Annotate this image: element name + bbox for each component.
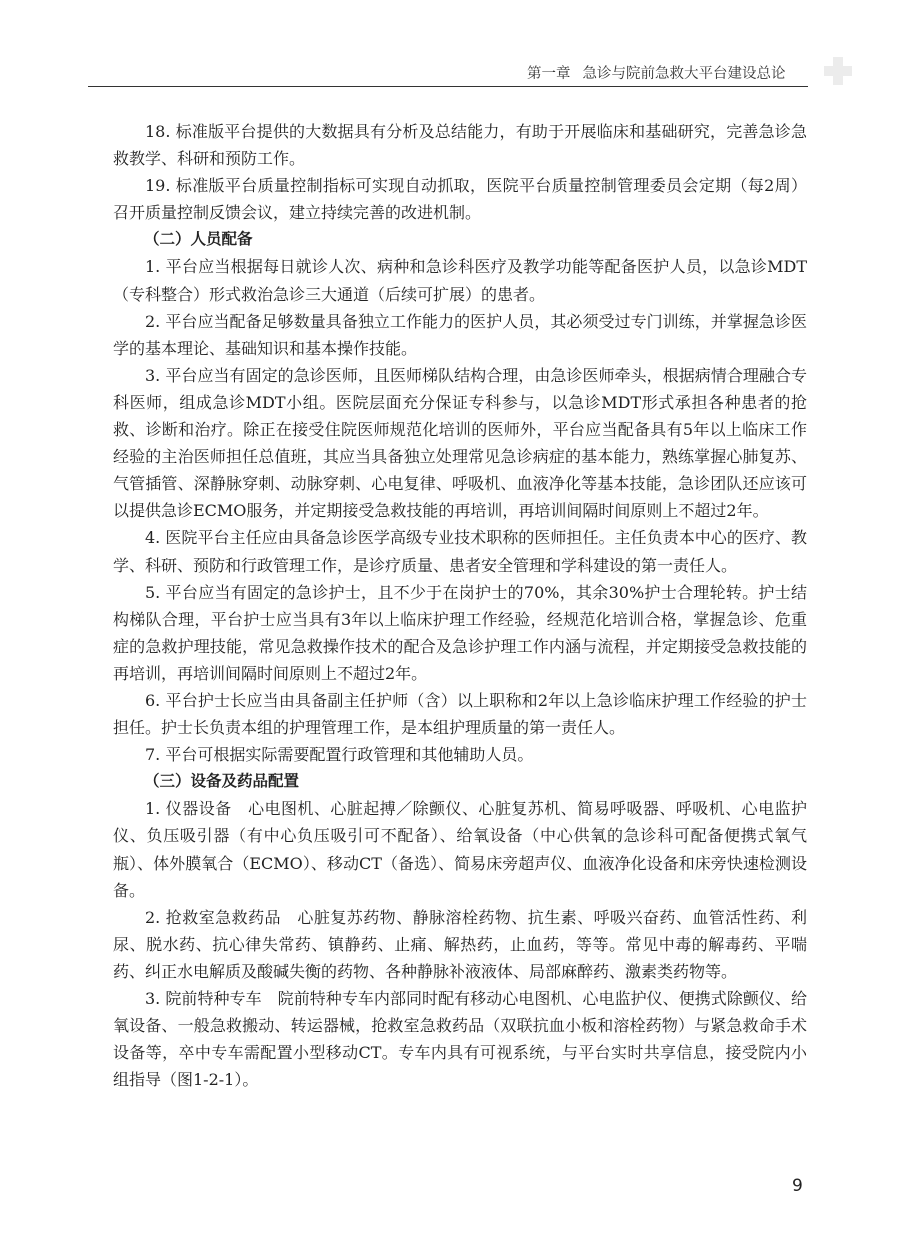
header-rule (88, 86, 808, 87)
paragraph: 7. 平台可根据实际需要配置行政管理和其他辅助人员。 (145, 745, 534, 765)
chapter-label: 第一章 (527, 66, 571, 82)
paragraph: 19. 标准版平台质量控制指标可实现自动抓取，医院平台质量控制管理委员会定期（每2周）召开质量控制反馈会议，建立持续完善的改进机制。 (113, 176, 807, 223)
paragraph: 6. 平台护士长应当由具备副主任护师（含）以上职称和2年以上急诊临床护理工作经验的护士担任。护士长负责本组的护理管理工作，是本组护理质量的第一责任人。 (113, 690, 807, 738)
paragraph: 2. 抢救室急救药品 心脏复苏药物、静脉溶栓药物、抗生素、呼吸兴奋药、血管活性药、利尿、脱水药、抗心律失常药、镇静药、止痛、解热药，止血药，等等。常见中毒的解毒药、平喘药、纠正水电解质及酸碱失衡的药物、各种静脉补液液体、局部麻醉药、激素类药物等。 (113, 907, 807, 981)
section-heading: （二）人员配备 (144, 230, 253, 249)
section-heading: （三）设备及药品配置 (144, 772, 300, 791)
paragraph: 3. 院前特种专车 院前特种专车内部同时配有移动心电图机、心电监护仪、便携式除颤仪、给氧设备、一般急救搬动、转运器械，抢救室急救药品（双联抗血小板和溶栓药物）与紧急救命手术设备等，卒中专车需配置小型移动CT。专车内具有可视系统，与平台实时共享信息，接受院内小组指导（图1-2-1）。 (113, 989, 807, 1090)
paragraph: 1. 仪器设备 心电图机、心脏起搏／除颤仪、心脏复苏机、简易呼吸器、呼吸机、心电监护仪、负压吸引器（有中心负压吸引可不配备）、给氧设备（中心供氧的急诊科可配备便携式氧气瓶）、体外膜氧合（ECMO）、移动CT（备选）、简易床旁超声仪、血液净化设备和床旁快速检测设备。 (113, 799, 807, 900)
medical-cross-icon (818, 52, 858, 92)
body-text (113, 118, 807, 1093)
paragraph: 1. 平台应当根据每日就诊人次、病种和急诊科医疗及教学功能等配备医护人员，以急诊MDT（专科整合）形式救治急诊三大通道（后续可扩展）的患者。 (113, 257, 807, 304)
paragraph: 18. 标准版平台提供的大数据具有分析及总结能力，有助于开展临床和基础研究，完善急诊急救教学、科研和预防工作。 (113, 122, 807, 169)
paragraph: 5. 平台应当有固定的急诊护士，且不少于在岗护士的70%，其余30%护士合理轮转。护士结构梯队合理，平台护士应当具有3年以上临床护理工作经验，经规范化培训合格，掌握急诊、危重症的急救护理技能，常见急救操作技术的配合及急诊护理工作内涵与流程，并定期接受急救技能的再培训，再培训间隔时间原则上不超过2年。 (113, 582, 807, 683)
chapter-title: 急诊与院前急救大平台建设总论 (582, 66, 786, 82)
running-header (0, 0, 900, 86)
header-text (527, 62, 786, 83)
paragraph: 2. 平台应当配备足够数量具备独立工作能力的医护人员，其必须受过专门训练，并掌握急诊医学的基本理论、基础知识和基本操作技能。 (113, 311, 807, 358)
page-number: 9 (792, 1176, 803, 1196)
paragraph: 3. 平台应当有固定的急诊医师，且医师梯队结构合理，由急诊医师牵头，根据病情合理融合专科医师，组成急诊MDT小组。医院层面充分保证专科参与，以急诊MDT形式承担各种患者的抢救、诊断和治疗。除正在接受住院医师规范化培训的医师外，平台应当配备具有5年以上临床工作经验的主治医师担任总值班，其应当具备独立处理常见急诊病症的基本能力，熟练掌握心肺复苏、气管插管、深静脉穿刺、动脉穿刺、心电复律、呼吸机、血液净化等基本技能，急诊团队还应该可以提供急诊ECMO服务，并定期接受急救技能的再培训，再培训间隔时间原则上不超过2年。 (113, 365, 807, 521)
paragraph: 4. 医院平台主任应由具备急诊医学高级专业技术职称的医师担任。主任负责本中心的医疗、教学、科研、预防和行政管理工作，是诊疗质量、患者安全管理和学科建设的第一责任人。 (113, 528, 807, 575)
